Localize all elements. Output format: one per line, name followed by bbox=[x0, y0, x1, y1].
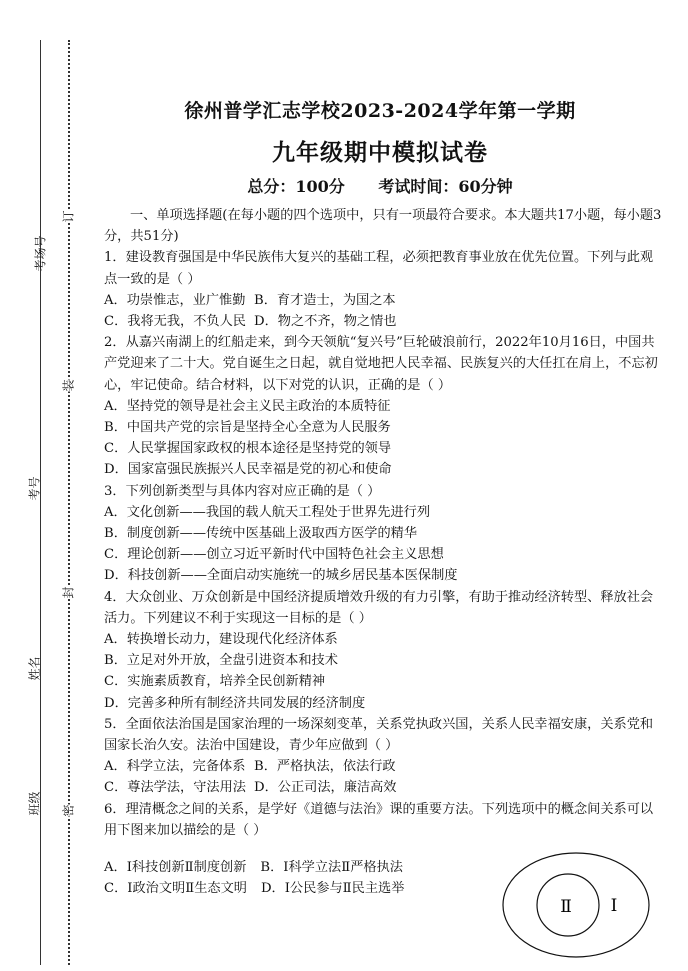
option: B．中国共产党的宗旨是坚持全心全意为人民服务 bbox=[104, 420, 391, 436]
name-label: 姓名 bbox=[27, 656, 42, 681]
concept-diagram bbox=[500, 850, 652, 960]
option: D．公正司法，廉洁高效 bbox=[254, 780, 397, 796]
question-content bbox=[104, 205, 664, 900]
seal-char-ding: 订 bbox=[58, 210, 79, 222]
option: A．科学立法，完备体系 bbox=[104, 759, 246, 775]
seal-char-mi: 密 bbox=[58, 804, 79, 816]
outer-ellipse bbox=[503, 853, 649, 957]
school-title: 徐州普学汇志学校2023-2024学年第一学期 bbox=[184, 100, 576, 122]
question-1-options-2 bbox=[104, 311, 664, 332]
seal-char-feng: 封 bbox=[58, 586, 79, 598]
option: D．国家富强民族振兴人民幸福是党的初心和使命 bbox=[104, 462, 392, 478]
exam-title: 九年级期中模拟试卷 bbox=[272, 139, 488, 166]
option: A．文化创新——我国的载人航天工程处于世界先进行列 bbox=[104, 504, 431, 520]
option: D．物之不齐，物之情也 bbox=[254, 314, 397, 330]
option: A．Ⅰ科技创新Ⅱ制度创新 bbox=[104, 860, 247, 876]
option: B．育才造士，为国之本 bbox=[254, 292, 396, 308]
option: C．实施素质教育，培养全民创新精神 bbox=[104, 674, 326, 690]
option: C．人民掌握国家政权的根本途径是坚持党的领导 bbox=[104, 441, 392, 457]
option: C．尊法学法，守法用法 bbox=[104, 780, 246, 796]
question-1-options bbox=[104, 290, 664, 311]
question-2-stem: 2．从嘉兴南湖上的红船走来，到今天领航“复兴号”巨轮破浪前行，2022年10月16日，中国共产党迎来了二十大。党自诞生之日起，就自觉地把人民幸福、民族复兴的大任扛在肩上，不忘初心，牢记使命。结合材料，以下对党的认识，正确的是（ ） bbox=[104, 335, 658, 393]
question-6-stem: 6．理清概念之间的关系，是学好《道德与法治》课的重要方法。下列选项中的概念间关系可以用下图来加以描绘的是（ ） bbox=[104, 801, 654, 838]
option: A．坚持党的领导是社会主义民主政治的本质特征 bbox=[104, 398, 391, 414]
exam-time: 考试时间：60分钟 bbox=[378, 177, 513, 196]
option: B．立足对外开放，全盘引进资本和技术 bbox=[104, 653, 338, 669]
option: D．Ⅰ公民参与Ⅱ民主选举 bbox=[260, 881, 405, 897]
seal-char-zhuang: 装 bbox=[58, 379, 79, 391]
question-4-stem: 4．大众创业、万众创新是中国经济提质增效升级的有力引擎，有助于推动经济转型、释放社会活力。下列建议不利于实现这一目标的是（ ） bbox=[104, 589, 654, 626]
score-line bbox=[100, 174, 660, 197]
option: B．严格执法，依法行政 bbox=[254, 759, 396, 775]
option: D．完善多种所有制经济共同发展的经济制度 bbox=[104, 695, 366, 711]
exam-room-label: 考场号 bbox=[33, 235, 48, 272]
seal-dotted-line bbox=[68, 40, 70, 965]
option: C．我将无我，不负人民 bbox=[104, 314, 246, 330]
total-score: 总分：100分 bbox=[247, 177, 345, 196]
option: A．转换增长动力，建设现代化经济体系 bbox=[104, 632, 338, 648]
question-3-stem: 3．下列创新类型与具体内容对应正确的是（ ） bbox=[104, 483, 381, 499]
outer-label: Ⅰ bbox=[610, 896, 618, 916]
option: A．功崇惟志，业广惟勤 bbox=[104, 292, 246, 308]
question-5-stem: 5．全面依法治国是国家治理的一场深刻变革，关系党执政兴国，关系人民幸福安康，关系党和国家长治久安。法治中国建设，青少年应做到（ ） bbox=[104, 716, 654, 754]
option: B．Ⅰ科学立法Ⅱ严格执法 bbox=[260, 860, 403, 876]
binding-line bbox=[40, 40, 41, 965]
question-5-options bbox=[104, 756, 664, 777]
option: C．理论创新——创立习近平新时代中国特色社会主义思想 bbox=[104, 547, 444, 563]
question-5-options-2 bbox=[104, 777, 664, 798]
question-1-stem: 1．建设教育强国是中华民族伟大复兴的基础工程，必须把教育事业放在优先位置。下列与此观点一致的是（ ） bbox=[104, 250, 654, 287]
section-heading: 一、单项选择题(在每小题的四个选项中，只有一项最符合要求。本大题共17小题，每小题3分，共51分) bbox=[104, 208, 662, 245]
inner-label: Ⅱ bbox=[560, 897, 572, 917]
class-label: 班级 bbox=[27, 791, 42, 816]
option: C．Ⅰ政治文明Ⅱ生态文明 bbox=[104, 881, 247, 897]
option: D．科技创新——全面启动实施统一的城乡居民基本医保制度 bbox=[104, 568, 458, 584]
option: B．制度创新——传统中医基础上汲取西方医学的精华 bbox=[104, 526, 418, 542]
exam-number-label: 考号 bbox=[27, 476, 42, 501]
